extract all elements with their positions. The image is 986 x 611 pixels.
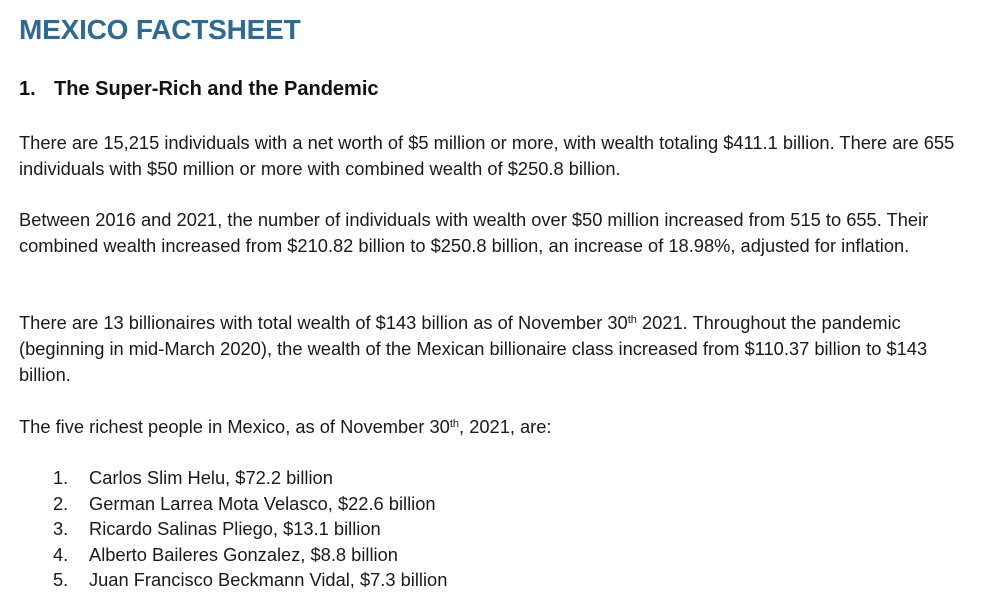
section-heading-text: The Super-Rich and the Pandemic: [54, 78, 379, 100]
list-item: [19, 491, 447, 517]
richest-people-list: [19, 465, 447, 593]
list-item-text: Carlos Slim Helu, $72.2 billion: [89, 467, 333, 488]
list-item-number: 1.: [53, 467, 69, 488]
list-item-text: Ricardo Salinas Pliego, $13.1 billion: [89, 518, 381, 539]
list-item: [19, 567, 447, 593]
list-item-text: Alberto Baileres Gonzalez, $8.8 billion: [89, 543, 398, 565]
ordinal-suffix: th: [627, 314, 637, 326]
list-item-number: 4.: [53, 543, 69, 565]
list-item: [19, 516, 447, 542]
paragraph-wealth-growth: Between 2016 and 2021, the number of individuals with wealth over $50 million increased from 515 to 655. Their combined wealth increased from $210.82 billion to $250.8 billion, an increase of 18.98%, adjusted for inflation.: [19, 209, 929, 256]
list-item-text: German Larrea Mota Velasco, $22.6 billion: [89, 492, 436, 514]
paragraph-billionaires-part-b: 2021. Throughout the pandemic (beginning in mid-March 2020), the wealth of the Mexican billionaire class increased from $110.37 billion to $143 billion.: [19, 312, 928, 385]
section-heading: [19, 78, 379, 101]
paragraph-wealth-totals: There are 15,215 individuals with a net worth of $5 million or more, with wealth totaling $411.1 billion. There are 655 individuals with $50 million or more with combined wealth of $250.8 billion.: [19, 132, 955, 179]
paragraph-billionaires: [19, 310, 959, 388]
list-item-number: 5.: [53, 569, 69, 590]
list-item-text: Juan Francisco Beckmann Vidal, $7.3 billion: [89, 569, 448, 590]
section-number: 1.: [19, 78, 36, 100]
list-item: [19, 542, 447, 568]
paragraph-billionaires-part-a: There are 13 billionaires with total wealth of $143 billion as of November 30: [19, 312, 628, 333]
paragraph-richest-intro-part-b: , 2021, are:: [459, 416, 552, 437]
list-item: [19, 465, 447, 491]
ordinal-suffix: th: [449, 418, 460, 430]
list-item-number: 2.: [53, 492, 69, 514]
paragraph-richest-intro: [19, 414, 959, 440]
paragraph-richest-intro-part-a: The five richest people in Mexico, as of November 30: [19, 416, 450, 437]
page-title: MEXICO FACTSHEET: [19, 14, 301, 45]
list-item-number: 3.: [53, 518, 69, 539]
